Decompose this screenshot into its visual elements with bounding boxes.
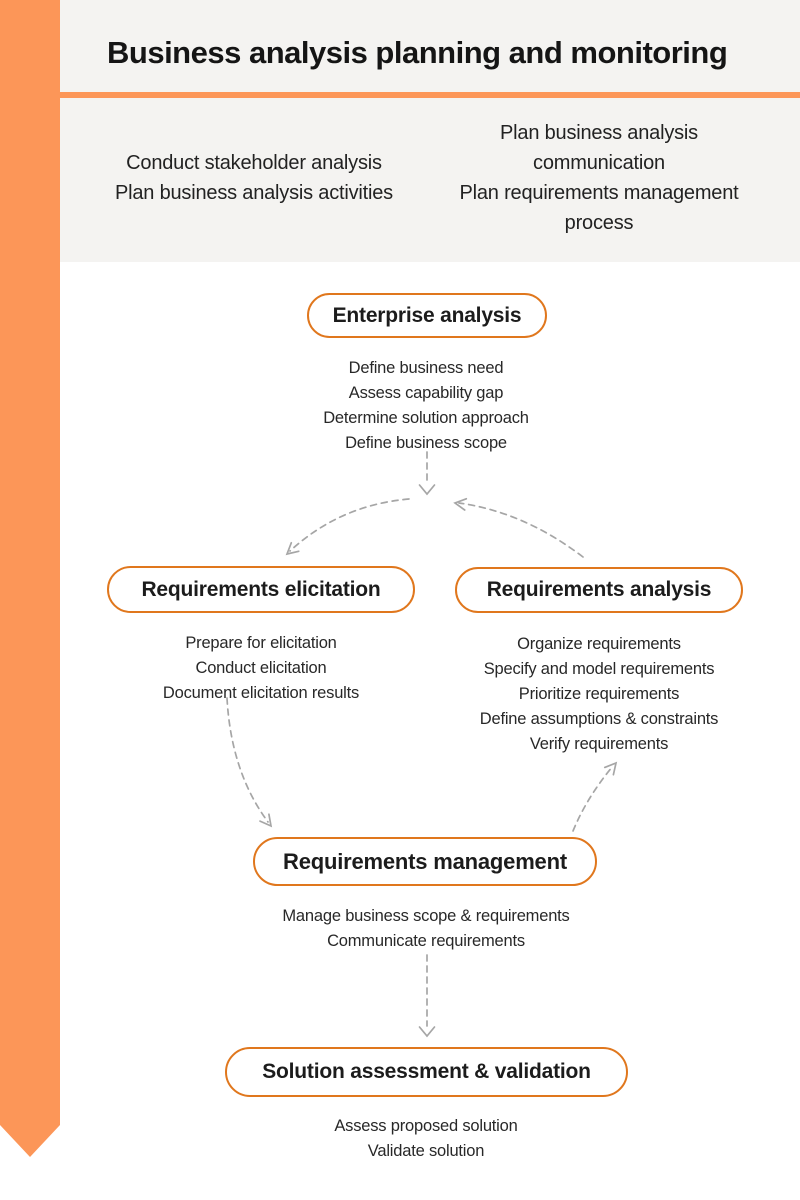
phase-pill-requirements-analysis [455, 567, 743, 613]
phase-pill-requirements-elicitation [107, 566, 415, 613]
list-item: Specify and model requirements [483, 660, 715, 678]
arrow-elicitation-to-management [227, 698, 271, 826]
list-item: Prioritize requirements [518, 685, 680, 703]
arrow-management-to-solution [420, 955, 435, 1036]
page-title: Business analysis planning and monitoring [107, 35, 728, 70]
phase-list-enterprise-analysis [276, 356, 576, 456]
list-item: Verify requirements [529, 735, 669, 753]
ribbon-shape [0, 0, 60, 1157]
phase-list-requirements-management [246, 904, 606, 954]
phase-title: Solution assessment & validation [262, 1060, 591, 1083]
phase-list-requirements-elicitation [111, 631, 411, 706]
list-item: Manage business scope & requirements [282, 907, 570, 925]
phase-title: Requirements elicitation [141, 577, 381, 601]
list-item: Define assumptions & constraints [479, 710, 719, 728]
arrow-management-to-analysis [573, 763, 616, 831]
header-divider [60, 92, 800, 98]
phase-pill-solution-assessment-validation [225, 1047, 628, 1097]
summary-item: Conduct stakeholder analysis [126, 152, 382, 174]
list-item: Define business scope [345, 434, 507, 452]
arrow-enterprise-to-junction [420, 452, 435, 494]
summary-item: Plan business analysis communication [500, 122, 698, 174]
summary-left-column [94, 148, 414, 208]
arrow-analysis-to-junction [455, 499, 583, 557]
list-item: Document elicitation results [162, 684, 360, 702]
phase-pill-requirements-management [253, 837, 597, 886]
summary-item: Plan requirements management process [459, 182, 739, 234]
list-item: Prepare for elicitation [185, 634, 337, 652]
summary-item: Plan business analysis activities [115, 182, 393, 204]
list-item: Determine solution approach [323, 409, 529, 427]
phase-title: Requirements analysis [486, 578, 712, 601]
list-item: Conduct elicitation [195, 659, 327, 677]
phase-list-solution-assessment-validation [276, 1114, 576, 1164]
list-item: Communicate requirements [327, 932, 525, 950]
summary-right-column [449, 118, 749, 238]
phase-list-requirements-analysis [434, 632, 764, 757]
phase-title: Requirements management [283, 848, 567, 874]
list-item: Organize requirements [517, 635, 681, 653]
arrow-junction-to-elicitation [287, 499, 409, 554]
list-item: Assess capability gap [348, 384, 504, 402]
phase-title: Enterprise analysis [332, 303, 522, 327]
list-item: Validate solution [367, 1142, 485, 1160]
list-item: Define business need [348, 359, 504, 377]
list-item: Assess proposed solution [334, 1117, 518, 1135]
phase-pill-enterprise-analysis [307, 293, 547, 338]
